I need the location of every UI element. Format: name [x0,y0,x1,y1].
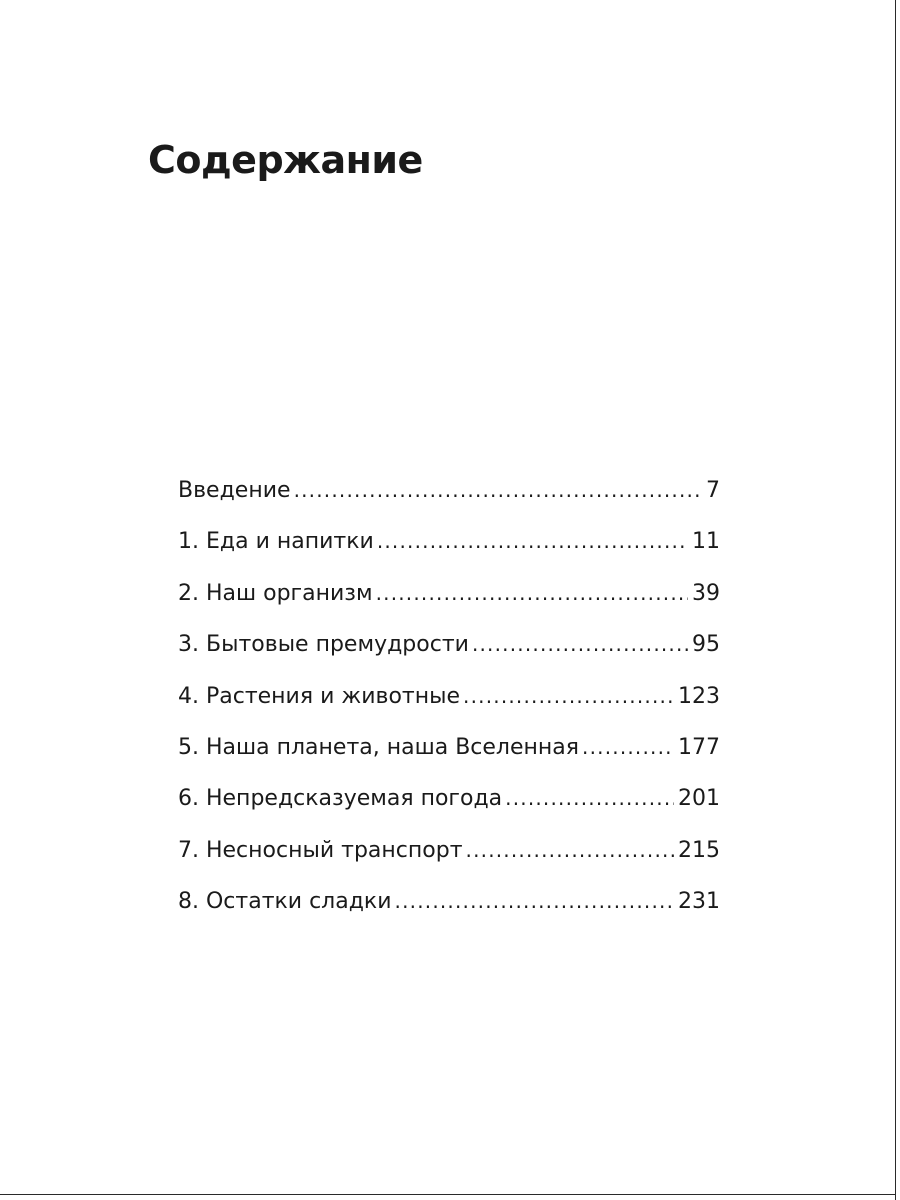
toc-entry-label: 1. Еда и напитки [178,529,374,555]
toc-entry-chapter-5 [178,727,720,778]
toc-entry-label: 8. Остатки сладки [178,889,392,915]
table-of-contents [178,470,720,933]
toc-entry-label: 7. Несносный транспорт [178,837,463,863]
toc-entry-page-number: 11 [692,529,720,555]
toc-entry-label: 6. Непредсказуемая погода [178,786,503,812]
toc-entry-label: 4. Растения и животные [178,683,461,709]
toc-entry-chapter-1 [178,521,720,572]
toc-entry-page-number: 7 [706,478,720,503]
toc-entry-page-number: 201 [678,786,720,812]
toc-entry-chapter-8 [178,881,720,932]
toc-entry-page-number: 39 [692,580,720,606]
page-edge-bottom [0,1194,896,1195]
toc-entry-chapter-7 [178,830,720,881]
dot-leader [376,573,688,613]
page-title: Содержание [148,138,423,182]
dot-leader [472,624,688,664]
dot-leader [582,727,674,767]
toc-entry-page-number: 123 [678,683,720,709]
dot-leader [395,881,674,921]
dot-leader [463,676,674,716]
toc-entry-chapter-6 [178,778,720,829]
toc-entry-page-number: 95 [692,632,720,658]
toc-entry-page-number: 231 [678,889,720,915]
toc-entry-introduction [178,470,720,521]
toc-entry-chapter-2 [178,573,720,624]
toc-entry-chapter-4 [178,676,720,727]
toc-entry-label: Введение [178,478,291,503]
toc-entry-page-number: 215 [678,837,720,863]
dot-leader [377,521,688,561]
toc-entry-chapter-3 [178,624,720,675]
dot-leader [294,470,702,510]
toc-entry-page-number: 177 [678,734,720,760]
toc-entry-label: 5. Наша планета, наша Вселенная [178,734,580,760]
toc-entry-label: 2. Наш организм [178,580,373,606]
page-edge-right [895,0,896,1200]
dot-leader [466,830,674,870]
dot-leader [505,778,674,818]
toc-entry-label: 3. Бытовые премудрости [178,632,469,658]
